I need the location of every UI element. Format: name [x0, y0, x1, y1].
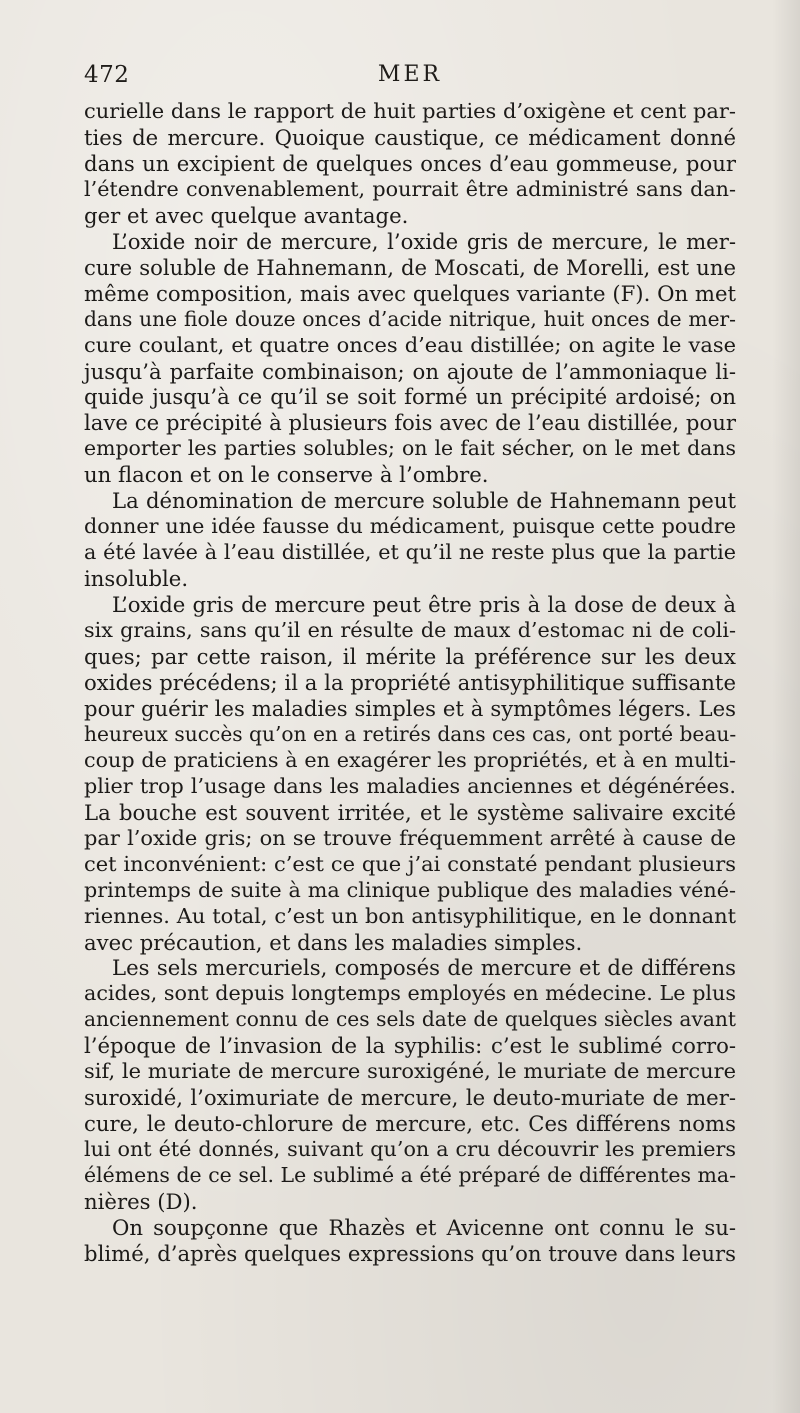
- text-line: curielle dans le rapport de huit parties d’oxigène et cent par-: [84, 99, 736, 123]
- text-line: sif, le muriate de mercure suroxigéné, le muriate de mercure: [84, 1059, 736, 1084]
- text-line: nières (D).: [84, 1189, 198, 1215]
- text-line: jusqu’à parfaite combinaison; on ajoute de l’ammoniaque li-: [84, 358, 736, 384]
- paragraph-first-line: Les sels mercuriels, composés de mercure et de différens: [112, 955, 736, 981]
- paragraph-first-line: La dénomination de mercure soluble de Hahnemann peut: [112, 488, 736, 514]
- text-line: heureux succès qu’on en a retirés dans ces cas, ont porté beau-: [84, 721, 737, 746]
- text-line: lui ont été donnés, suivant qu’on a cru découvrir les premiers: [84, 1137, 736, 1162]
- text-line: donner une idée fausse du médicament, puisque cette poudre: [84, 514, 736, 539]
- text-line: blimé, d’après quelques expressions qu’on trouve dans leurs: [84, 1240, 736, 1266]
- page-header: [84, 62, 736, 98]
- text-line: lave ce précipité à plusieurs fois avec de l’eau distillée, pour: [84, 410, 736, 436]
- text-line: avec précaution, et dans les maladies simples.: [84, 929, 583, 955]
- text-line: pour guérir les maladies simples et à symptômes légers. Les: [84, 695, 736, 721]
- text-line: par l’oxide gris; on se trouve fréquemment arrêté à cause de: [84, 825, 736, 850]
- page-number: 472: [84, 62, 130, 88]
- text-line: emporter les parties solubles; on le fait sécher, on le met dans: [84, 436, 736, 461]
- paragraph-first-line: On soupçonne que Rhazès et Avicenne ont connu le su-: [112, 1214, 736, 1240]
- text-line: dans une fiole douze onces d’acide nitrique, huit onces de mer-: [84, 306, 736, 331]
- text-line: plier trop l’usage dans les maladies anciennes et dégénérées.: [84, 773, 736, 798]
- page-edge-shadow: [772, 0, 800, 1413]
- text-line: coup de praticiens à en exagérer les propriétés, et à en multi-: [84, 747, 736, 772]
- text-line: insoluble.: [84, 566, 189, 592]
- text-line: ger et avec quelque avantage.: [84, 202, 409, 228]
- text-line: cure soluble de Hahnemann, de Moscati, de Morelli, est une: [84, 254, 736, 280]
- text-line: acides, sont depuis longtemps employés en médecine. Le plus: [84, 981, 736, 1006]
- text-line: La bouche est souvent irritée, et le système salivaire excité: [84, 799, 736, 825]
- text-line: dans un excipient de quelques onces d’eau gommeuse, pour: [84, 150, 736, 176]
- text-line: même composition, mais avec quelques variante (F). On met: [84, 280, 736, 306]
- body-text: [84, 99, 736, 1267]
- text-line: l’époque de l’invasion de la syphilis: c’est le sublimé corro-: [84, 1033, 736, 1059]
- text-line: ques; par cette raison, il mérite la préférence sur les deux: [84, 644, 736, 670]
- text-line: suroxidé, l’oximuriate de mercure, le deuto-muriate de mer-: [84, 1085, 736, 1111]
- text-line: a été lavée à l’eau distillée, et qu’il ne reste plus que la partie: [84, 540, 736, 565]
- text-line: cet inconvénient: c’est ce que j’ai constaté pendant plusieurs: [84, 851, 736, 876]
- text-line: riennes. Au total, c’est un bon antisyphilitique, en le donnant: [84, 903, 736, 928]
- text-line: un flacon et on le conserve à l’ombre.: [84, 462, 489, 488]
- text-line: cure, le deuto-chlorure de mercure, etc. Ces différens noms: [84, 1111, 736, 1137]
- text-line: l’étendre convenablement, pourrait être administré sans dan-: [84, 176, 736, 201]
- text-line: oxides précédens; il a la propriété antisyphilitique suffisante: [84, 669, 736, 695]
- text-line: printemps de suite à ma clinique publique des maladies véné-: [84, 877, 736, 902]
- text-line: anciennement connu de ces sels date de quelques siècles avant: [84, 1007, 736, 1032]
- text-line: six grains, sans qu’il en résulte de maux d’estomac ni de coli-: [84, 618, 736, 643]
- text-line: ties de mercure. Quoique caustique, ce médicament donné: [84, 124, 736, 150]
- text-line: élémens de ce sel. Le sublimé a été préparé de différentes ma-: [84, 1163, 736, 1188]
- text-line: cure coulant, et quatre onces d’eau distillée; on agite le vase: [84, 332, 736, 357]
- running-head: MER: [377, 62, 443, 87]
- paragraph-first-line: L’oxide gris de mercure peut être pris à la dose de deux à: [112, 592, 736, 618]
- text-line: quide jusqu’à ce qu’il se soit formé un précipité ardoisé; on: [84, 384, 736, 410]
- paragraph-first-line: L’oxide noir de mercure, l’oxide gris de mercure, le mer-: [112, 228, 736, 254]
